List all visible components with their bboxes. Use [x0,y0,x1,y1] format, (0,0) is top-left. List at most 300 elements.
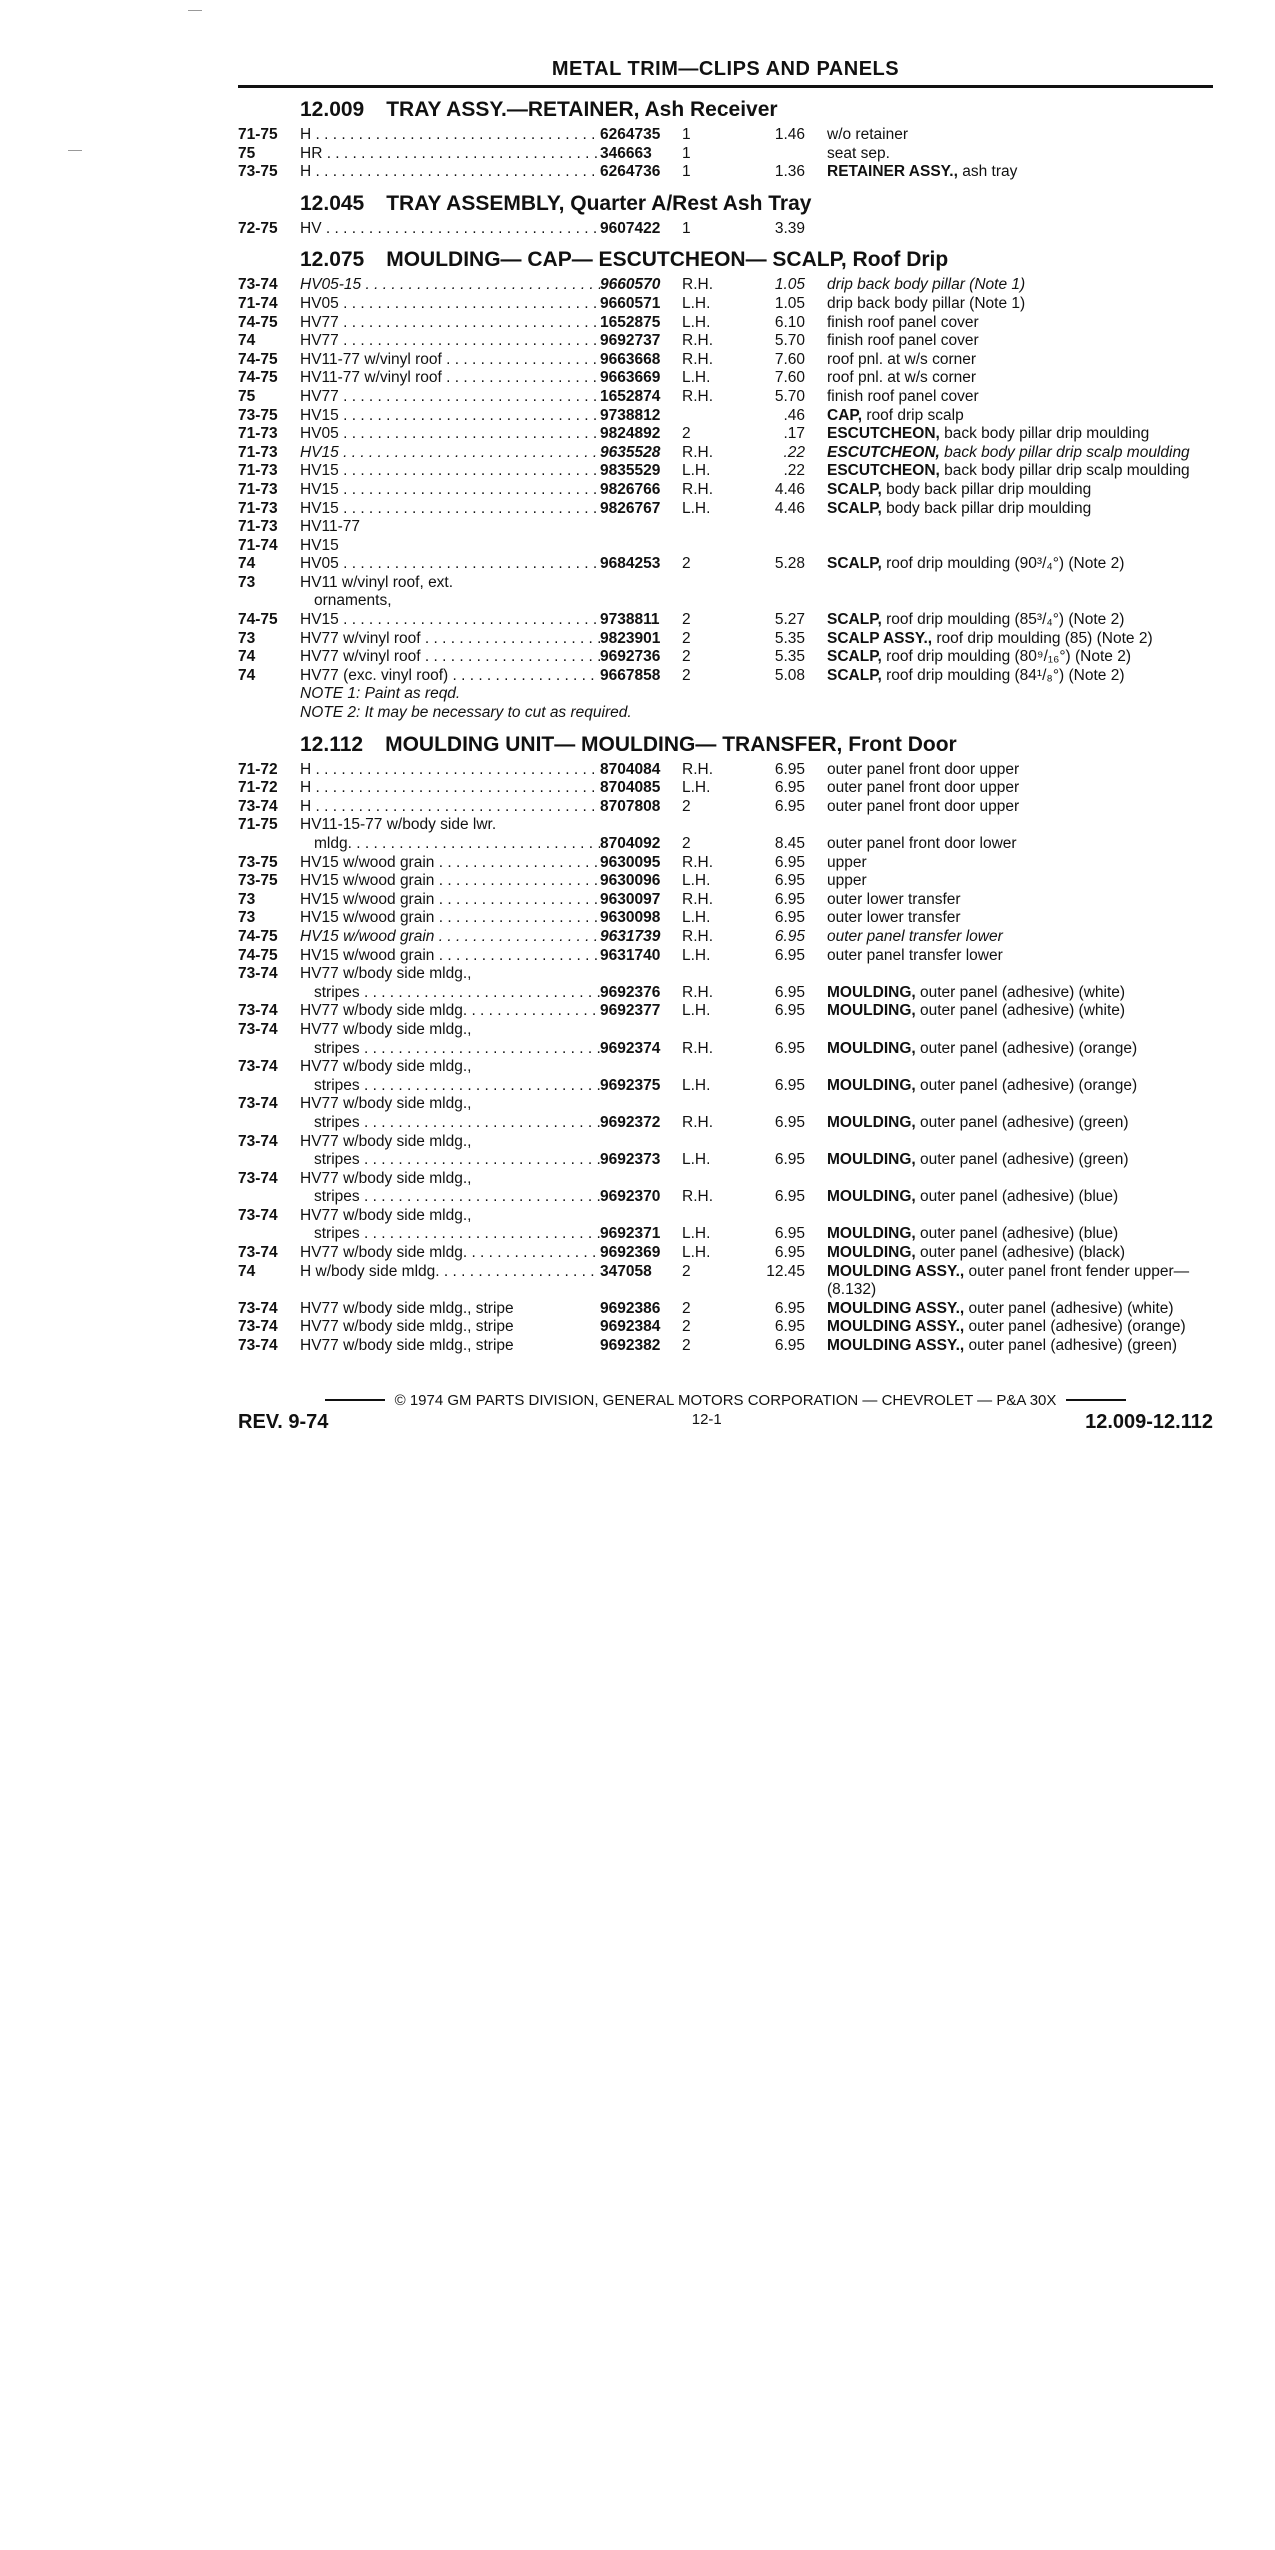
model-code: HV11 w/vinyl roof, ext. [300,573,454,591]
description [827,984,1213,1003]
model-code: stripes . . . [300,1040,600,1059]
price: 4.46 [774,480,805,498]
scan-mark [68,150,82,151]
quantity-side [682,1207,752,1226]
year-range: 73-74 [238,1318,278,1336]
table-row [238,872,1213,891]
price: 6.95 [774,1318,805,1336]
description-keyword: SCALP, [827,555,882,573]
description-keyword: MOULDING ASSY., [827,1299,965,1317]
description-keyword: MOULDING, [827,1039,916,1057]
quantity-side: 2 [682,1262,691,1280]
price: 6.95 [774,1188,805,1206]
table-row [238,1021,1213,1040]
table-row [238,574,1213,593]
description-text: outer panel front door upper [827,760,1020,778]
quantity-side: R.H. [682,332,713,350]
table-row [238,891,1213,910]
part-number: 9692376 [600,983,661,1001]
description [827,295,1213,314]
description-keyword: SCALP, [827,480,882,498]
model-code: H . . . [300,126,600,145]
part-number: 9835529 [600,462,661,480]
part-number: 9607422 [600,219,661,237]
description [827,1058,1213,1077]
part-number: 6264736 [600,163,661,181]
description-text: outer panel (adhesive) (white) [915,983,1126,1001]
description-text: outer panel (adhesive) (orange) [915,1076,1138,1094]
year-range: 71-73 [238,480,278,498]
description-text: outer panel (adhesive) (green) [915,1113,1129,1131]
price [752,537,827,556]
model-code: HV15 w/wood grain . . . [300,854,600,873]
price [752,1133,827,1152]
description-text: finish roof panel cover [827,332,979,350]
table-row [238,1040,1213,1059]
year-range: 71-74 [238,294,278,312]
model-code: HV77 w/body side mldg. . . . [300,1244,600,1263]
section-number: 12.112 [300,732,364,756]
part-number: 1652875 [600,313,661,331]
model-code: H . . . [300,798,600,817]
model-code: HV77 w/body side mldg., stripe [300,1299,514,1317]
description-keyword: SCALP, [827,499,882,517]
price: 6.95 [774,853,805,871]
model-code: HV77 w/body side mldg., [300,965,472,983]
year-range: 73-75 [238,853,278,871]
model-code: ornaments, [314,592,392,610]
year-range: 74-75 [238,611,278,629]
sections-container [238,98,1213,1356]
model-code: H . . . [300,163,600,182]
table-row [238,835,1213,854]
year-range: 73-75 [238,872,278,890]
price [752,518,827,537]
year-range: 73-75 [238,406,278,424]
table-row [238,667,1213,686]
part-number: 9630097 [600,890,661,908]
description [827,909,1213,928]
price: 3.39 [774,219,805,237]
description-text: drip back body pillar (Note 1) [827,276,1026,294]
description [827,1021,1213,1040]
quantity-side [682,518,752,537]
model-code: HV77 . . . [300,332,600,351]
table-row [238,481,1213,500]
year-range: 73-74 [238,1132,278,1150]
description [827,332,1213,351]
quantity-side: L.H. [682,294,711,312]
description-keyword: SCALP, [827,666,882,684]
quantity-side [682,592,752,611]
description [827,835,1213,854]
section-note: NOTE 1: Paint as reqd. [300,685,461,703]
price: 6.95 [774,1002,805,1020]
quantity-side: 1 [682,126,691,143]
price [752,574,827,593]
quantity-side: 2 [682,425,691,443]
price: .22 [783,443,805,461]
table-row [238,425,1213,444]
quantity-side [682,407,752,426]
price: 7.60 [774,350,805,368]
part-number [600,816,682,835]
quantity-side [682,1170,752,1189]
part-number: 9826767 [600,499,661,517]
table-row [238,1077,1213,1096]
table-row [238,444,1213,463]
quantity-side: L.H. [682,1002,711,1020]
table-row [238,779,1213,798]
price: 6.95 [774,779,805,797]
price: 6.95 [774,797,805,815]
part-number: 9692372 [600,1113,661,1131]
model-code: HV15 . . . [300,462,600,481]
part-number [600,965,682,984]
year-range: 73-74 [238,1169,278,1187]
part-number [600,1095,682,1114]
quantity-side [682,1133,752,1152]
price: 1.46 [774,126,805,143]
description [827,592,1213,611]
model-code: HV77 w/body side mldg., [300,1169,472,1187]
description [827,314,1213,333]
part-number: 9692386 [600,1299,661,1317]
price: 12.45 [766,1262,805,1280]
price: 6.95 [774,946,805,964]
description [827,537,1213,556]
quantity-side: L.H. [682,1076,711,1094]
price [752,1170,827,1189]
part-number [600,1133,682,1152]
year-range [238,1114,300,1133]
table-row [238,332,1213,351]
description [827,928,1213,947]
part-number: 9692377 [600,1002,661,1020]
description [827,388,1213,407]
model-code: HV05 . . . [300,555,600,574]
price: 5.70 [774,332,805,350]
description-text: roof pnl. at w/s corner [827,350,977,368]
year-range: 74 [238,332,256,350]
part-number: 9635528 [600,443,661,461]
table-row [238,462,1213,481]
quantity-side: L.H. [682,1225,711,1243]
description-text: outer panel (adhesive) (orange) [964,1318,1186,1336]
price: 6.95 [774,983,805,1001]
quantity-side: L.H. [682,946,711,964]
model-code: HV15 . . . [300,481,600,500]
model-code: HV77 w/body side mldg., [300,1132,472,1150]
quantity-side: L.H. [682,499,711,517]
model-code: HV05 . . . [300,295,600,314]
price [752,816,827,835]
part-number: 8704092 [600,835,661,852]
table-row [238,1225,1213,1244]
quantity-side: L.H. [682,369,711,387]
year-range: 73 [238,890,256,908]
description-text: outer panel transfer lower [827,927,1003,945]
quantity-side: R.H. [682,1188,713,1206]
part-number: 9823901 [600,629,661,647]
description-text: ash tray [957,163,1018,181]
description [827,1151,1213,1170]
table-row [238,145,1213,164]
quantity-side: 2 [682,1318,691,1336]
model-code: stripes . . . [300,1188,600,1207]
year-range: 75 [238,144,256,162]
part-number: 9692374 [600,1039,661,1057]
model-code: stripes . . . [300,1077,600,1096]
quantity-side: R.H. [682,760,713,778]
section-number: 12.075 [300,248,365,272]
table-row [238,276,1213,295]
model-code: HV11-77 w/vinyl roof . . . [300,369,600,388]
year-range: 71-72 [238,760,278,778]
model-code: HV15 . . . [300,611,600,630]
description-keyword: MOULDING ASSY., [827,1262,965,1280]
year-range: 71-73 [238,425,278,443]
description-text: back body pillar drip scalp moulding [939,443,1190,461]
model-code: HV15 . . . [300,500,600,519]
year-range: 74 [238,555,256,573]
quantity-side: 2 [682,1337,691,1355]
price: 6.95 [774,1151,805,1169]
year-range: 74 [238,666,256,684]
quantity-side: R.H. [682,387,713,405]
table-row [238,388,1213,407]
footer-rule-left [325,1399,385,1401]
description-text: outer panel front door upper [827,797,1020,815]
description [827,351,1213,370]
year-range: 73-74 [238,797,278,815]
model-code: HV77 w/body side mldg., [300,1095,472,1113]
description-text: outer panel front fender upper— (8.132) [827,1262,1190,1299]
description [827,1170,1213,1189]
quantity-side [682,574,752,593]
quantity-side: L.H. [682,1151,711,1169]
price: 6.95 [774,1225,805,1243]
table-row [238,1170,1213,1189]
description [827,1225,1213,1244]
description-text: outer lower transfer [827,909,961,927]
description-text: outer lower transfer [827,890,961,908]
description-text: roof drip scalp [862,406,964,424]
part-number: 8704084 [600,760,661,778]
year-range: 74 [238,648,256,666]
quantity-side [682,816,752,835]
quantity-side: R.H. [682,890,713,908]
description-text: upper [827,853,867,871]
year-range: 73 [238,629,256,647]
model-code: HV05-15 . . . [300,276,600,295]
description-keyword: CAP, [827,406,863,424]
quantity-side: 2 [682,555,691,573]
description-text: body back pillar drip moulding [881,499,1092,517]
description [827,425,1213,444]
description [827,1095,1213,1114]
price: 5.27 [774,611,805,629]
model-code: HV15 w/wood grain . . . [300,891,600,910]
price: 6.95 [774,1039,805,1057]
price [752,965,827,984]
description-keyword: SCALP ASSY., [827,629,933,647]
description-text: outer panel (adhesive) (orange) [915,1039,1138,1057]
description-keyword: MOULDING, [827,1151,916,1169]
description [827,872,1213,891]
table-row [238,1337,1213,1356]
description [827,891,1213,910]
description-keyword: ESCUTCHEON, [827,425,940,443]
price: 5.35 [774,629,805,647]
description [827,444,1213,463]
description [827,854,1213,873]
model-code: HV15 . . . [300,444,600,463]
description-text: w/o retainer [827,126,908,143]
section-heading [300,98,1213,122]
description [827,1188,1213,1207]
year-range: 71-75 [238,816,278,834]
description-text: outer panel (adhesive) (blue) [915,1225,1119,1243]
description [827,407,1213,426]
part-number: 9660571 [600,294,661,312]
year-range [238,592,300,611]
part-number: 9692384 [600,1318,661,1336]
table-row [238,630,1213,649]
year-range: 74 [238,1262,256,1280]
description [827,518,1213,537]
table-row [238,1244,1213,1263]
quantity-side: 2 [682,629,691,647]
table-row [238,648,1213,667]
table-row [238,1207,1213,1226]
year-range [238,1188,300,1207]
part-number: 9630096 [600,872,661,890]
description [827,1337,1213,1356]
part-number [600,1021,682,1040]
price: 5.28 [774,555,805,573]
table-row [238,611,1213,630]
table-row [238,220,1213,239]
description [827,276,1213,295]
table-row [238,909,1213,928]
quantity-side [682,1095,752,1114]
part-number: 9692382 [600,1337,661,1355]
part-number: 6264735 [600,126,661,143]
part-number: 9630098 [600,909,661,927]
table-row [238,537,1213,556]
description-text: finish roof panel cover [827,387,979,405]
section-note: NOTE 2: It may be necessary to cut as required. [300,704,632,722]
table-row [238,555,1213,574]
section-title: MOULDING UNIT— MOULDING— TRANSFER, Front Door [385,732,957,756]
price: 6.95 [774,909,805,927]
price: 6.95 [774,760,805,778]
description-keyword: RETAINER ASSY., [827,163,958,181]
table-row [238,126,1213,145]
table-row [238,407,1213,426]
description-text: outer panel transfer lower [827,946,1003,964]
price: 5.70 [774,387,805,405]
year-range: 73-74 [238,276,278,294]
year-range [238,984,300,1003]
description-text: back body pillar drip moulding [939,425,1150,443]
description-text: outer panel front door upper [827,779,1020,797]
footer-copyright-line [238,1392,1213,1409]
table-row [238,500,1213,519]
model-code: HV11-77 [300,518,361,536]
footer-page-number: 12-1 [691,1410,722,1428]
description-text: outer panel (adhesive) (green) [964,1337,1178,1355]
description-text: outer panel (adhesive) (white) [964,1299,1174,1317]
model-code: stripes . . . [300,1151,600,1170]
description-keyword: MOULDING, [827,1076,916,1094]
year-range: 71-73 [238,462,278,480]
section-heading [300,192,1213,216]
part-number: 9826766 [600,480,661,498]
part-number: 9692737 [600,332,661,350]
table-row [238,1133,1213,1152]
description-text: back body pillar drip scalp moulding [939,462,1190,480]
page-title: METAL TRIM—CLIPS AND PANELS [238,58,1213,88]
description-keyword: ESCUTCHEON, [827,443,940,461]
model-code: HV11-15-77 w/body side lwr. [300,816,497,834]
part-number: 9738812 [600,406,661,424]
part-number: 9660570 [600,276,661,294]
quantity-side: L.H. [682,779,711,797]
table-row [238,1263,1213,1300]
model-code: HR . . . [300,145,600,164]
price: .46 [783,406,805,424]
year-range: 73-74 [238,1058,278,1076]
price: 4.46 [774,499,805,517]
price: 1.36 [774,163,805,181]
section-title: MOULDING— CAP— ESCUTCHEON— SCALP, Roof Drip [386,248,949,272]
price: 6.95 [774,872,805,890]
year-range [238,1151,300,1170]
description-keyword: MOULDING ASSY., [827,1318,965,1336]
year-range: 71-73 [238,499,278,517]
quantity-side: R.H. [682,443,713,461]
quantity-side: 2 [682,797,691,815]
footer-range: 12.009-12.112 [1085,1410,1213,1433]
model-code: H . . . [300,779,600,798]
price: 7.60 [774,369,805,387]
table-row [238,314,1213,333]
section-number: 12.045 [300,191,365,215]
description [827,1207,1213,1226]
price: .17 [783,425,805,443]
description [827,163,1213,182]
quantity-side: 1 [682,219,691,237]
part-number: 9692371 [600,1225,661,1243]
quantity-side: R.H. [682,1113,713,1131]
description [827,462,1213,481]
description [827,648,1213,667]
description [827,1040,1213,1059]
description-keyword: MOULDING, [827,1188,916,1206]
quantity-side: R.H. [682,927,713,945]
year-range: 74-75 [238,350,278,368]
quantity-side [682,1021,752,1040]
model-code: stripes . . . [300,1225,600,1244]
section-heading [300,733,1213,757]
model-code: HV77 w/body side mldg., [300,1206,472,1224]
part-number [600,1170,682,1189]
price: 6.95 [774,1113,805,1131]
table-row [238,798,1213,817]
table-row [238,518,1213,537]
